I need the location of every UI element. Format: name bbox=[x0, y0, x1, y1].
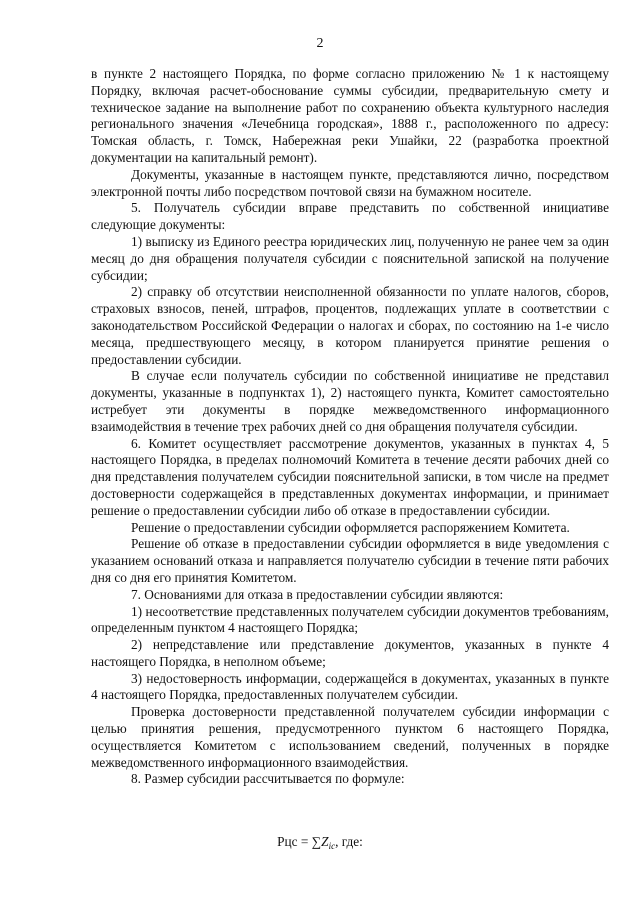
paragraph: 1) выписку из Единого реестра юридических лиц, полученную не ранее чем за один месяц до дня обращения получателя субсидии с пояснительной запиской на получение субсидии; bbox=[91, 233, 609, 283]
paragraph: 7. Основаниями для отказа в предоставлении субсидии являются: bbox=[131, 586, 504, 602]
paragraph: 8. Размер субсидии рассчитывается по формуле: bbox=[131, 771, 405, 787]
paragraph: Проверка достоверности представленной получателем субсидии информации с целью принятия решения, предусмотренного пунктом 6 настоящего Порядка, осуществляется Комитетом с использованием сведений, полученных в порядке межведомственного информационного взаимодействия. bbox=[91, 704, 609, 770]
paragraph: Решение об отказе в предоставлении субсидии оформляется в виде уведомления с указанием оснований отказа и направляется получателю субсидии в течение пяти рабочих дня со дня его принятия Комитетом. bbox=[91, 536, 609, 585]
paragraph: 5. Получатель субсидии вправе представить по собственной инициативе следующие документы: bbox=[91, 200, 609, 233]
paragraph: в пункте 2 настоящего Порядка, по форме согласно приложению № 1 к настоящему Порядку, включая расчет-обоснование суммы субсидии, предварительную смету и техническое задание на выполнение работ по сохранению объекта культурного наследия регионального значения «Лечебница городская», 1888 г., расположенного по адресу: Томская область, г. Томск, Набережная реки Ушайки, 22 (разработка проектной документации на капитальный ремонт). bbox=[91, 66, 609, 165]
formula-rhs: , где: bbox=[335, 834, 363, 849]
paragraph: 1) несоответствие представленных получателем субсидии документов требованиям, определенным пунктом 4 настоящего Порядка; bbox=[91, 603, 609, 636]
document-body bbox=[91, 66, 609, 788]
paragraph: В случае если получатель субсидии по собственной инициативе не представил документы, указанные в подпунктах 1), 2) настоящего пункта, Комитет самостоятельно истребует эти документы в порядке межведомственного информационного взаимодействия в течение трех рабочих дней со дня обращения получателя субсидии. bbox=[91, 368, 609, 434]
formula-subscript: ic bbox=[328, 841, 336, 851]
paragraph: 3) недостоверность информации, содержащейся в документах, указанных в пункте 4 настоящего Порядка, предоставленных получателем субсидии. bbox=[91, 670, 609, 703]
formula-sum-sign: ∑ bbox=[311, 834, 322, 849]
formula bbox=[0, 834, 640, 854]
paragraph: Решение о предоставлении субсидии оформляется распоряжением Комитета. bbox=[131, 519, 570, 535]
page-number: 2 bbox=[316, 36, 324, 51]
formula-lhs: Рцс = bbox=[277, 834, 312, 849]
paragraph: 2) непредставление или представление документов, указанных в пункте 4 настоящего Порядка, в неполном объеме; bbox=[91, 637, 609, 669]
paragraph: 6. Комитет осуществляет рассмотрение документов, указанных в пунктах 4, 5 настоящего Порядка, в пределах полномочий Комитета в течение десяти рабочих дней со дня представления получателем субсидии пояснительной записки, в том числе на предмет достоверности содержащейся в представленных документах информации, и принимает решение о предоставлении субсидии либо об отказе в предоставлении субсидии. bbox=[91, 435, 609, 518]
formula-variable: Z bbox=[321, 834, 329, 849]
paragraph: Документы, указанные в настоящем пункте, представляются лично, посредством электронной почты либо посредством почтовой связи на бумажном носителе. bbox=[91, 166, 609, 199]
paragraph: 2) справку об отсутствии неисполненной обязанности по уплате налогов, сборов, страховых взносов, пеней, штрафов, процентов, подлежащих уплате в соответствии с законодательством Российской Федерации о налогах и сборах, по состоянию на 1-е число месяца, предшествующего месяцу, в котором планируется принятие решения о предоставлении субсидии. bbox=[91, 284, 609, 367]
